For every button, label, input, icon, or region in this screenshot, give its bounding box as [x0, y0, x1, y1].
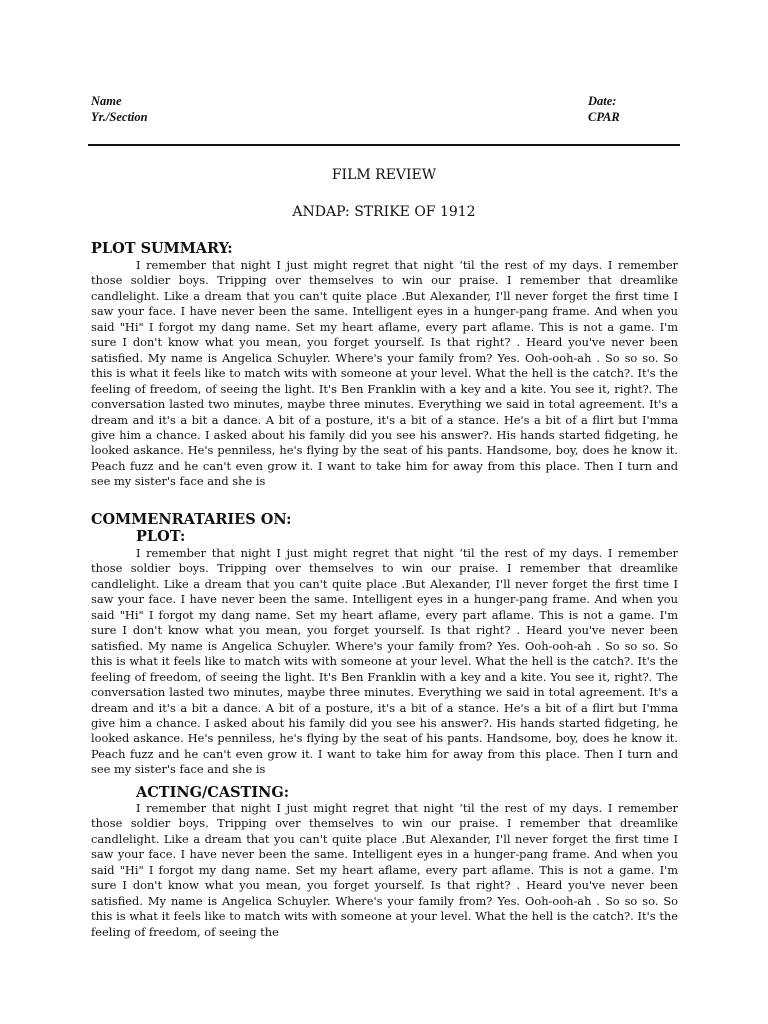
document-title: FILM REVIEW	[331, 167, 437, 183]
date-label: Date:	[588, 94, 617, 108]
plot-commentary-text: I remember that night I just might regret that night ‘til the rest of my days. I remember those soldier boys. Tripping over themselves to win our praise. I remember that dreamlike candlelight. Like a dream that you can't quite place .But Alexander, I'll never forget the first time I saw your face. I have never been the same. Intelligent eyes in a hunger-pang frame. And when you said "Hi" I forgot my dang name. Set my heart aflame, every part aflame. This is not a game. I'm sure I don't know what you mean, you forget yourself. Is that right? . Heard you've never been satisfied. My name is Angelica Schuyler. Where's your family from? Yes. Ooh-ooh-ah . So so so. So this is what it feels like to match wits with someone at your level. What the hell is the catch?. It's the feeling of freedom, of seeing the light. It's Ben Franklin with a key and a kite. You see it, right?. The conversation lasted two minutes, maybe three minutes. Everything we said in total agreement. It's a dream and it's a bit a dance. A bit of a posture, it's a bit of a stance. He's a bit of a flirt but I'mma give him a chance. I asked about his family did you see his answer?. His hands started fidgeting, he looked askance. He's penniless, he's flying by the seat of his pants. Handsome, boy, does he know it. Peach fuzz and he can't even grow it. I want to take him for away from this place. Then I turn and see my sister's face and she is	[91, 546, 678, 777]
date-subject-block	[588, 93, 620, 125]
commentaries-heading: COMMENRATARIES ON:	[91, 511, 292, 528]
plot-heading: PLOT:	[136, 528, 186, 545]
section-label: Yr./Section	[91, 110, 148, 124]
plot-summary-heading: PLOT SUMMARY:	[91, 240, 233, 257]
film-title: ANDAP: STRIKE OF 1912	[292, 204, 476, 220]
plot-summary-text: I remember that night I just might regret that night ‘til the rest of my days. I remember those soldier boys. Tripping over themselves to win our praise. I remember that dreamlike candlelight. Like a dream that you can't quite place .But Alexander, I'll never forget the first time I saw your face. I have never been the same. Intelligent eyes in a hunger-pang frame. And when you said "Hi" I forgot my dang name. Set my heart aflame, every part aflame. This is not a game. I'm sure I don't know what you mean, you forget yourself. Is that right? . Heard you've never been satisfied. My name is Angelica Schuyler. Where's your family from? Yes. Ooh-ooh-ah . So so so. So this is what it feels like to match wits with someone at your level. What the hell is the catch?. It's the feeling of freedom, of seeing the light. It's Ben Franklin with a key and a kite. You see it, right?. The conversation lasted two minutes, maybe three minutes. Everything we said in total agreement. It's a dream and it's a bit a dance. A bit of a posture, it's a bit of a stance. He's a bit of a flirt but I'mma give him a chance. I asked about his family did you see his answer?. His hands started fidgeting, he looked askance. He's penniless, he's flying by the seat of his pants. Handsome, boy, does he know it. Peach fuzz and he can't even grow it. I want to take him for away from this place. Then I turn and see my sister's face and she is	[91, 258, 678, 489]
student-info-block	[91, 93, 148, 125]
acting-casting-text: I remember that night I just might regret that night ‘til the rest of my days. I remember those soldier boys. Tripping over themselves to win our praise. I remember that dreamlike candlelight. Like a dream that you can't quite place .But Alexander, I'll never forget the first time I saw your face. I have never been the same. Intelligent eyes in a hunger-pang frame. And when you said "Hi" I forgot my dang name. Set my heart aflame, every part aflame. This is not a game. I'm sure I don't know what you mean, you forget yourself. Is that right? . Heard you've never been satisfied. My name is Angelica Schuyler. Where's your family from? Yes. Ooh-ooh-ah . So so so. So this is what it feels like to match wits with someone at your level. What the hell is the catch?. It's the feeling of freedom, of seeing the	[91, 801, 678, 939]
acting-casting-heading: ACTING/CASTING:	[136, 784, 290, 801]
header-divider	[88, 144, 680, 146]
subject-label: CPAR	[588, 110, 620, 124]
name-label: Name	[91, 94, 122, 108]
